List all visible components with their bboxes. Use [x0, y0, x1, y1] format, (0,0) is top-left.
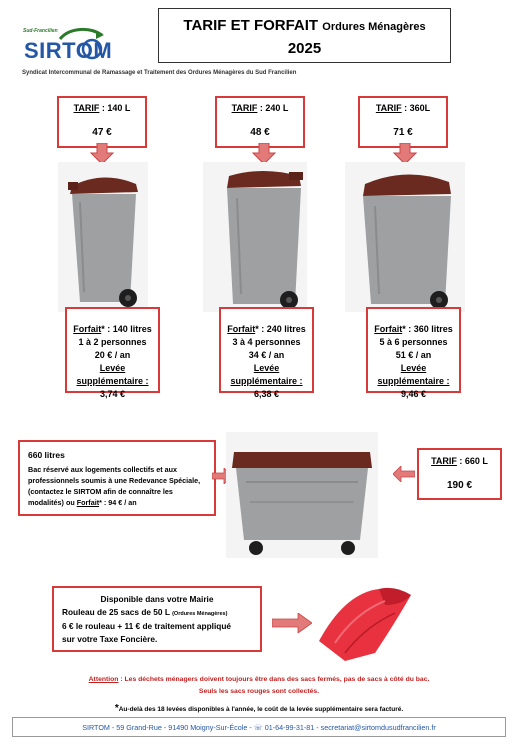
forfait-yearly: 51 € / an — [395, 350, 432, 360]
attention-notice — [0, 676, 518, 683]
levee-label-2: supplémentaire : — [377, 376, 450, 386]
levee-label-1: Levée — [400, 363, 427, 373]
levee-price: 3,74 € — [99, 389, 126, 399]
forfait-volume: : 240 litres — [258, 324, 306, 334]
tarif-box-240 — [215, 96, 305, 148]
bag-roll-small: (Ordures Ménagères) — [172, 610, 228, 617]
bin-660-image — [226, 432, 378, 558]
bin-660-description — [28, 464, 206, 508]
forfait-star: * — [402, 324, 406, 334]
tarif-volume: : 660 L — [456, 456, 488, 466]
forfait-label: Forfait — [374, 324, 403, 334]
bag-roll-text: Rouleau de 25 sacs de 50 L — [62, 606, 173, 617]
forfait-box-360 — [366, 307, 461, 399]
attention-label: Attention — [88, 676, 119, 683]
bin-660-forfait-rest: * : 94 € / an — [99, 498, 137, 507]
wheelie-bin-icon — [203, 162, 307, 312]
tarif-volume: : 140 L — [99, 103, 131, 113]
bin-660-info-box — [18, 440, 216, 516]
bag-roll-line — [62, 606, 252, 621]
tarif-box-360 — [358, 96, 448, 148]
levee-price: 9,46 € — [400, 389, 427, 399]
bin-660-heading: 660 litres — [28, 450, 65, 460]
tarif-price: 71 € — [393, 127, 413, 138]
attention-text: : Les déchets ménagers doivent toujours être dans des sacs fermés, pas de sacs à côté du bac. — [118, 676, 430, 683]
title-year: 2025 — [287, 40, 322, 57]
wheelie-bin-icon — [58, 162, 148, 312]
forfait-label: Forfait — [73, 324, 102, 334]
levee-label-2: supplémentaire : — [230, 376, 303, 386]
tarif-volume: : 240 L — [257, 103, 289, 113]
logo-name: SIRTOM — [24, 38, 113, 63]
arrow-left-icon — [393, 466, 415, 482]
tarif-box-660 — [417, 448, 502, 500]
logo-tagline: Sud-Francilien — [23, 28, 58, 34]
bin-360-image — [345, 162, 465, 312]
bag-price-line: 6 € le rouleau + 11 € de traitement appliqué — [62, 621, 231, 631]
forfait-box-240 — [219, 307, 314, 399]
syndicat-name: Syndicat Intercommunal de Ramassage et Traitement des Ordures Ménagères du Sud Francilien — [22, 70, 297, 76]
forfait-label: Forfait — [227, 324, 256, 334]
forfait-star: * — [255, 324, 259, 334]
tarif-volume: : 360L — [401, 103, 431, 113]
tarif-label: TARIF — [431, 456, 457, 466]
forfait-volume: : 140 litres — [104, 324, 152, 334]
extra-levee-text: Au-delà des 18 levées disponibles à l'année, le coût de la levée supplémentaire sera facturé. — [118, 706, 404, 713]
container-bin-icon — [226, 432, 378, 558]
forfait-star: * — [101, 324, 105, 334]
notice-star: * — [114, 703, 119, 714]
bin-660-forfait-label: Forfait — [76, 498, 100, 507]
arrow-right-icon — [272, 613, 312, 633]
levee-label-1: Levée — [253, 363, 280, 373]
bag-tax-line: sur votre Taxe Foncière. — [62, 633, 158, 644]
tarif-box-140 — [57, 96, 147, 148]
levee-price: 6,38 € — [253, 389, 280, 399]
levee-label-1: Levée — [99, 363, 126, 373]
tarif-price: 48 € — [250, 127, 270, 138]
red-bags-notice: Seuls les sacs rouges sont collectés. — [198, 688, 320, 695]
bin-240-image — [203, 162, 307, 312]
page-title — [159, 17, 450, 34]
bin-140-image — [58, 162, 148, 312]
bag-availability: Disponible dans votre Mairie — [100, 594, 214, 604]
forfait-yearly: 34 € / an — [248, 350, 285, 360]
forfait-persons: 3 à 4 personnes — [232, 337, 301, 347]
extra-levee-notice — [0, 703, 518, 714]
forfait-persons: 5 à 6 personnes — [379, 337, 448, 347]
forfait-persons: 1 à 2 personnes — [78, 337, 147, 347]
tarif-label: TARIF — [375, 103, 402, 113]
tarif-price: 47 € — [92, 127, 112, 138]
footer-contact: SIRTOM - 59 Grand-Rue - 91490 Moigny-Sur-École - ☏ 01-64-99-31-81 - secretariat@sirtomdusudfrancilien.fr — [12, 717, 506, 737]
levee-label-2: supplémentaire : — [76, 376, 149, 386]
wheelie-bin-icon — [345, 162, 465, 312]
forfait-yearly: 20 € / an — [94, 350, 131, 360]
red-bag-roll-icon — [315, 583, 415, 663]
tarif-label: TARIF — [231, 103, 258, 113]
forfait-box-140 — [65, 307, 160, 399]
title-main: TARIF ET FORFAIT — [183, 17, 319, 34]
bag-info-box — [52, 586, 262, 652]
bin-660-description-text: Bac réservé aux logements collectifs et aux professionnels soumis à une Redevance Spéciale, (contactez le SIRTOM afin de connaître les modalités) ou — [28, 465, 201, 507]
forfait-volume: : 360 litres — [405, 324, 453, 334]
tarif-label: TARIF — [73, 103, 100, 113]
title-sub: Ordures Ménagères — [322, 21, 426, 33]
title-box — [158, 8, 451, 63]
tarif-price: 190 € — [446, 480, 473, 491]
